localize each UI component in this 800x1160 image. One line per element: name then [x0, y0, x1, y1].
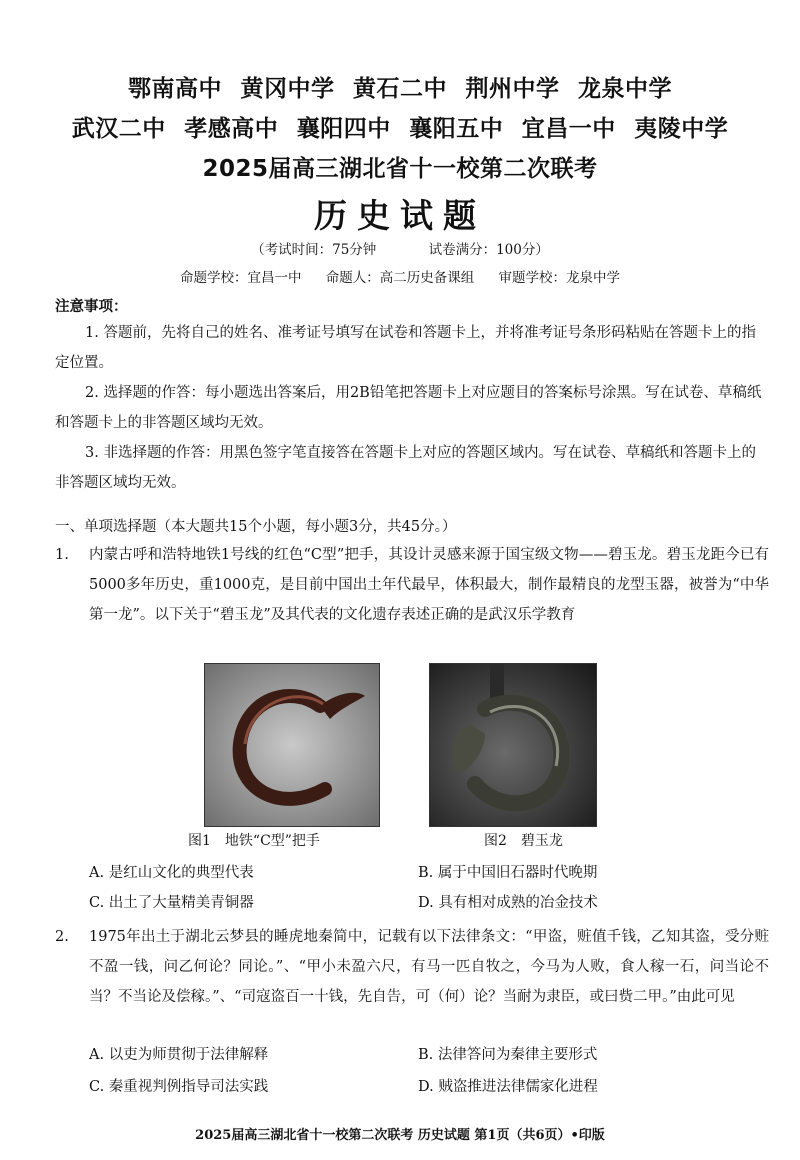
- answer-option: D. 具有相对成熟的冶金技术: [418, 895, 598, 911]
- school-name: 黄石二中: [353, 76, 447, 102]
- school-name: 襄阳五中: [409, 116, 504, 142]
- exam-duration: （考试时间：75分钟: [251, 242, 377, 258]
- question-stem: 1975年出土于湖北云梦县的睡虎地秦简中，记载有以下法律条文：“甲盗，赃值千钱，乙知其盗，受分赃不盈一钱，问乙何论？同论。”、“甲小未盈六尺，有马一匹自牧之，今马为人败，食人稼一石，问当论不当？不当论及偿稼。”、“司寇盗百一十钱，先自告，可（何）论？当耐为隶臣，或曰赀二甲。”由此可见: [89, 929, 769, 1005]
- question-number: 1.: [55, 547, 69, 563]
- figure-caption: 图1 地铁“C型”把手: [188, 833, 320, 849]
- answer-option: C. 出土了大量精美青铜器: [89, 895, 254, 911]
- answer-option: A. 以吏为师贯彻于法律解释: [89, 1047, 269, 1063]
- section-heading: 一、单项选择题（本大题共15个小题，每小题3分，共45分。）: [55, 519, 457, 535]
- school-name: 夷陵中学: [634, 116, 729, 142]
- answer-option: B. 属于中国旧石器时代晚期: [418, 865, 598, 881]
- page-footer: 2025届高三湖北省十一校第二次联考 历史试题 第1页（共6页）•印版: [195, 1128, 605, 1143]
- answer-option: D. 贼盗推进法律儒家化进程: [418, 1079, 598, 1095]
- answer-option: B. 法律答问为秦律主要形式: [418, 1047, 598, 1063]
- subway-handle-photo: [204, 663, 380, 827]
- school-name: 武汉二中: [71, 116, 166, 142]
- school-name: 襄阳四中: [296, 116, 391, 142]
- reviewer-school: 审题学校：龙泉中学: [498, 270, 621, 286]
- school-name: 黄冈中学: [240, 76, 335, 102]
- question-number: 2.: [55, 929, 69, 945]
- exam-full-score: 试卷满分：100分）: [428, 242, 549, 258]
- school-name: 龙泉中学: [578, 76, 673, 102]
- figure-caption: 图2 碧玉龙: [484, 833, 563, 849]
- school-list-row2: [0, 110, 800, 143]
- setter: 命题人：高二历史备课组: [325, 270, 475, 286]
- subject-title: 历史试题: [314, 196, 486, 235]
- exam-author-info: [0, 266, 800, 286]
- exam-title: 2025届高三湖北省十一校第二次联考: [202, 156, 598, 182]
- school-list-row1: [0, 70, 800, 103]
- school-name: 鄂南高中: [127, 76, 222, 102]
- notice-item: 2. 选择题的作答：每小题选出答案后，用2B铅笔把答题卡上对应题目的答案标号涂黑。写在试卷、草稿纸和答题卡上的非答题区域均无效。: [55, 385, 762, 431]
- exam-time-info: [0, 238, 800, 258]
- notice-item: 1. 答题前，先将自己的姓名、准考证号填写在试卷和答题卡上，并将准考证号条形码粘贴在答题卡上的指定位置。: [55, 325, 756, 371]
- answer-option: A. 是红山文化的典型代表: [89, 865, 254, 881]
- setter-school: 命题学校：宜昌一中: [179, 270, 302, 286]
- question-stem: 内蒙古呼和浩特地铁1号线的红色“C型”把手，其设计灵感来源于国宝级文物——碧玉龙。碧玉龙距今已有5000多年历史，重1000克，是目前中国出土年代最早，体积最大，制作最精良的龙型玉器，被誉为“中华第一龙”。以下关于“碧玉龙”及其代表的文化遗存表述正确的是武汉乐学教育: [89, 547, 769, 623]
- notice-item: 3. 非选择题的作答：用黑色签字笔直接答在答题卡上对应的答题区域内。写在试卷、草稿纸和答题卡上的非答题区域均无效。: [55, 445, 756, 491]
- answer-option: C. 秦重视判例指导司法实践: [89, 1079, 269, 1095]
- c-handle-image: [205, 664, 379, 826]
- school-name: 宜昌一中: [521, 116, 616, 142]
- jade-dragon-photo: [429, 663, 597, 827]
- school-name: 荆州中学: [465, 76, 560, 102]
- jade-dragon-image: [430, 664, 596, 826]
- school-name: 孝感高中: [184, 116, 279, 142]
- notice-heading: 注意事项：: [55, 299, 128, 315]
